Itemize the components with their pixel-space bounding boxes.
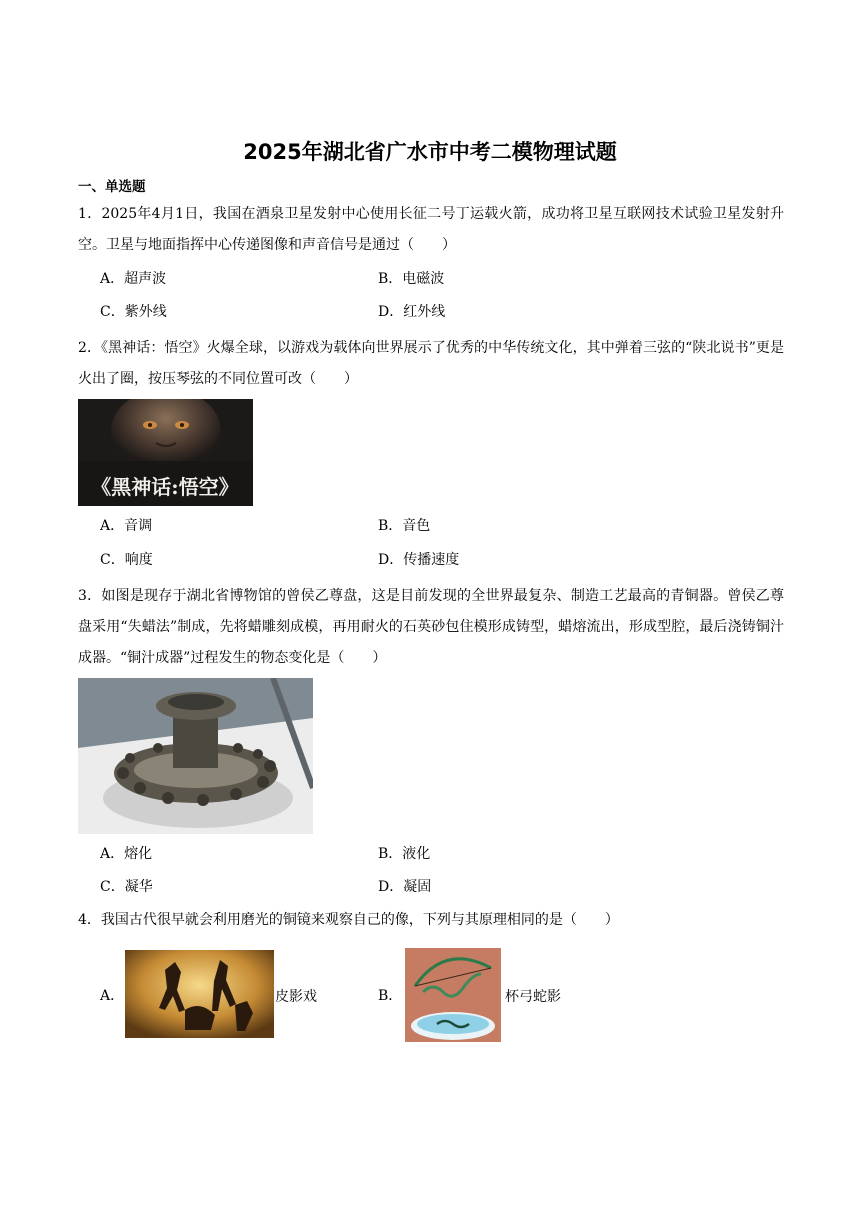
question-4-option-b[interactable]: B． xyxy=(378,988,403,1004)
question-3-stem: 3．如图是现存于湖北省博物馆的曾侯乙尊盘，这是目前发现的全世界最复杂、制造工艺最高的青铜器。曾侯乙尊盘采用“失蜡法”制成，先将蜡雕刻成模，再用耐火的石英砂包住模形成铸型，蜡熔流出，形成型腔，最后浇铸铜汁成器。“铜汁成器”过程发生的物态变化是（ ） xyxy=(78,588,784,666)
wukong-game-image xyxy=(78,399,253,506)
zenghouyi-zunpan-illustration xyxy=(78,678,313,834)
bow-snake-image xyxy=(405,948,501,1042)
bow-snake-illustration xyxy=(405,948,501,1042)
bow-snake-caption: 杯弓蛇影 xyxy=(505,989,561,1005)
question-2-option-b[interactable]: B．音色 xyxy=(378,518,431,534)
bronze-vessel-image xyxy=(78,678,313,834)
wukong-title-text: 《黑神话:悟空》 xyxy=(91,475,239,499)
question-4-option-a[interactable]: A． xyxy=(100,988,125,1004)
question-3-option-d[interactable]: D．凝固 xyxy=(378,879,432,895)
shadow-puppet-caption: 皮影戏 xyxy=(275,989,317,1005)
question-3-option-b[interactable]: B．液化 xyxy=(378,846,431,862)
question-1-option-c[interactable]: C．紫外线 xyxy=(100,304,167,320)
wukong-illustration xyxy=(78,399,253,506)
shadow-puppet-image xyxy=(125,950,274,1038)
question-3-option-a[interactable]: A．熔化 xyxy=(100,846,153,862)
page-title: 2025年湖北省广水市中考二模物理试题 xyxy=(243,140,617,164)
question-1-option-b[interactable]: B．电磁波 xyxy=(378,271,445,287)
question-2-option-d[interactable]: D．传播速度 xyxy=(378,552,460,568)
question-3-option-c[interactable]: C．凝华 xyxy=(100,879,153,895)
question-2-stem: 2．《黑神话：悟空》火爆全球，以游戏为载体向世界展示了优秀的中华传统文化，其中弹着三弦的“陕北说书”更是火出了圈，按压琴弦的不同位置可改（ ） xyxy=(78,340,784,387)
question-2-option-a[interactable]: A．音调 xyxy=(100,518,153,534)
question-4-stem: 4．我国古代很早就会利用磨光的铜镜来观察自己的像，下列与其原理相同的是（ ） xyxy=(78,912,619,928)
question-1-option-a[interactable]: A．超声波 xyxy=(100,271,167,287)
section-heading: 一、单选题 xyxy=(78,179,146,195)
question-1-stem: 1．2025年4月1日，我国在酒泉卫星发射中心使用长征二号丁运载火箭，成功将卫星互联网技术试验卫星发射升空。卫星与地面指挥中心传递图像和声音信号是通过（ ） xyxy=(78,206,784,253)
shadow-puppet-illustration xyxy=(125,950,274,1038)
question-2-option-c[interactable]: C．响度 xyxy=(100,552,153,568)
question-1-option-d[interactable]: D．红外线 xyxy=(378,304,446,320)
